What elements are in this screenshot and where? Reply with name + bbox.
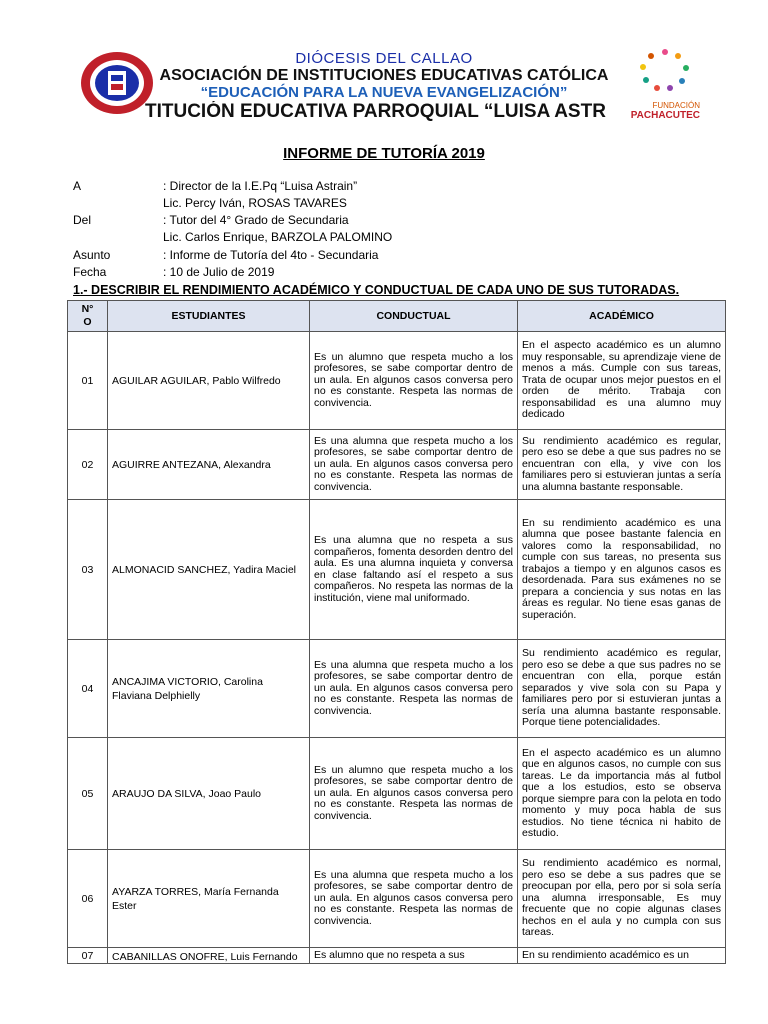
cell-student: ALMONACID SANCHEZ, Yadira Maciel — [108, 500, 310, 640]
cell-student-text: CABANILLAS ONOFRE, Luis Fernando — [112, 950, 298, 962]
section-title: 1.- DESCRIBIR EL RENDIMIENTO ACADÉMICO Y CONDUCTUAL DE CADA UNO DE SUS TUTORADAS. — [73, 283, 680, 297]
cell-conductual: Es una alumna que no respeta a sus compañeros, fomenta desorden dentro del aula. Es una alumna inquieta y conversa en clase faltando así el respeto a sus compañeros. No respeta las normas de la institución, viene mal uniformado. — [310, 500, 518, 640]
cell-academico: Su rendimiento académico es normal, pero eso se debe a sus padres que se preocupan por ella, pero por si sola sería una alumna irresponsable, Es muy frecuente que no copie algunas clases hechos en el aula y no cumpla con sus tareas. — [518, 850, 726, 948]
fundacion-label: FUNDACIÓN — [652, 101, 700, 110]
cell-student — [108, 948, 310, 964]
diocese-heading: DIÓCESIS DEL CALLAO — [295, 50, 473, 67]
header-no: N° O — [68, 301, 108, 332]
cell-conductual — [310, 948, 518, 964]
meta-value: : Tutor del 4° Grado de Secundaria — [163, 213, 349, 227]
cell-student: ARAUJO DA SILVA, Joao Paulo — [108, 738, 310, 850]
table-row — [68, 640, 726, 738]
meta-value: Lic. Carlos Enrique, BARZOLA PALOMINO — [163, 230, 393, 244]
cell-no-text: 07 — [81, 949, 94, 962]
meta-key: Fecha — [73, 265, 107, 279]
cell-no: 05 — [68, 738, 108, 850]
meta-key: Del — [73, 213, 92, 227]
meta-value: : Informe de Tutoría del 4to - Secundaria — [163, 248, 379, 262]
cell-conductual-text: Es alumno que no respeta a sus — [314, 949, 465, 961]
institution-heading: TITUCIÓN EDUCATIVA PARROQUIAL “LUISA ASTR — [145, 101, 606, 122]
meta-key: Asunto — [73, 248, 111, 262]
students-table — [67, 300, 726, 964]
letterhead — [0, 0, 768, 135]
table-row — [68, 430, 726, 500]
cell-conductual: Es un alumno que respeta mucho a los profesores, se sabe comportar dentro de un aula. En algunos casos conversa pero no es constante. Respeta las normas de convivencia. — [310, 738, 518, 850]
cell-conductual: Es una alumna que respeta mucho a los profesores, se sabe comportar dentro de un aula. En algunos casos conversa pero no es constante. Respeta las normas de convivencia. — [310, 640, 518, 738]
cell-academico: En su rendimiento académico es una alumna que posee bastante falencia en valores como la responsabilidad, no cumple con sus tareas, no presenta sus trabajos a tiempo y en algunos casos es desordenada. Para sus exámenes no se prepara a conciencia y sus notas en las áreas es regular. No tiene esas ganas de superación. — [518, 500, 726, 640]
motto-heading: “EDUCACIÓN PARA LA NUEVA EVANGELIZACIÓN” — [200, 84, 568, 101]
cell-academico: En el aspecto académico es un alumno que en algunos casos, no cumple con sus tareas. Le da importancia más al futbol que a los estudios, esto se observa porque siempre para con la pelota en todo momento y muy poca habla de sus estudios. No tiene técnica ni habito de estudio. — [518, 738, 726, 850]
meta-value: : 10 de Julio de 2019 — [163, 265, 275, 279]
cell-student: ANCAJIMA VICTORIO, Carolina Flaviana Delphielly — [108, 640, 310, 738]
people-circle-icon — [630, 46, 700, 96]
table-row — [68, 332, 726, 430]
header-academico: ACADÉMICO — [518, 301, 726, 332]
cell-academico-text: En su rendimiento académico es un — [522, 949, 689, 961]
cell-no: 04 — [68, 640, 108, 738]
header-students: ESTUDIANTES — [108, 301, 310, 332]
cell-no: 02 — [68, 430, 108, 500]
cell-academico: Su rendimiento académico es regular, pero eso se debe a que sus padres no se encuentran con ella, porque están separados y vive sola con su Papa y familiares pero por si estuvieran juntas a sería una alumna bastante responsable. Porque tiene potencialidades. — [518, 640, 726, 738]
report-title: INFORME DE TUTORÍA 2019 — [283, 145, 485, 162]
cell-conductual: Es una alumna que respeta mucho a los profesores, se sabe comportar dentro de un aula. En algunos casos conversa pero no es constante. Respeta las normas de convivencia. — [310, 850, 518, 948]
table-row — [68, 850, 726, 948]
cell-no: 03 — [68, 500, 108, 640]
cell-no — [68, 948, 108, 964]
cell-academico — [518, 948, 726, 964]
fundacion-pachacutec-logo — [630, 46, 700, 120]
cell-no: 01 — [68, 332, 108, 430]
meta-key: A — [73, 179, 82, 193]
cell-student: AYARZA TORRES, María Fernanda Ester — [108, 850, 310, 948]
cell-academico: En el aspecto académico es un alumno muy responsable, su aprendizaje viene de menos a más. Cumple con sus tareas, Trata de ocupar unos mejor puestos en el orden de mérito. Trabaja con responsabilidad es una alumno muy dedicado — [518, 332, 726, 430]
cell-student: AGUIRRE ANTEZANA, Alexandra — [108, 430, 310, 500]
header-conductual: CONDUCTUAL — [310, 301, 518, 332]
cell-no: 06 — [68, 850, 108, 948]
table-row — [68, 500, 726, 640]
pachacutec-label: PACHACUTEC — [630, 110, 700, 121]
table-header-row — [68, 301, 726, 332]
table-row — [68, 948, 726, 964]
meta-value: : Director de la I.E.Pq “Luisa Astrain” — [163, 179, 358, 193]
cell-conductual: Es una alumna que respeta mucho a los profesores, se sabe comportar dentro de un aula. En algunos casos conversa pero no es constante. Respeta las normas de convivencia. — [310, 430, 518, 500]
table-row — [68, 738, 726, 850]
cell-student: AGUILAR AGUILAR, Pablo Wilfredo — [108, 332, 310, 430]
meta-value: Lic. Percy Iván, ROSAS TAVARES — [163, 196, 347, 210]
cell-academico: Su rendimiento académico es regular, pero eso se debe a que sus padres no se encuentran con ella, y vive con los familiares pero si estuvieran juntas a sería una alumna bastante responsable. — [518, 430, 726, 500]
cell-conductual: Es un alumno que respeta mucho a los profesores, se sabe comportar dentro de un aula. En algunos casos conversa pero no es constante. Respeta las normas de convivencia. — [310, 332, 518, 430]
association-heading: ASOCIACIÓN DE INSTITUCIONES EDUCATIVAS CATÓLICA — [159, 67, 609, 84]
